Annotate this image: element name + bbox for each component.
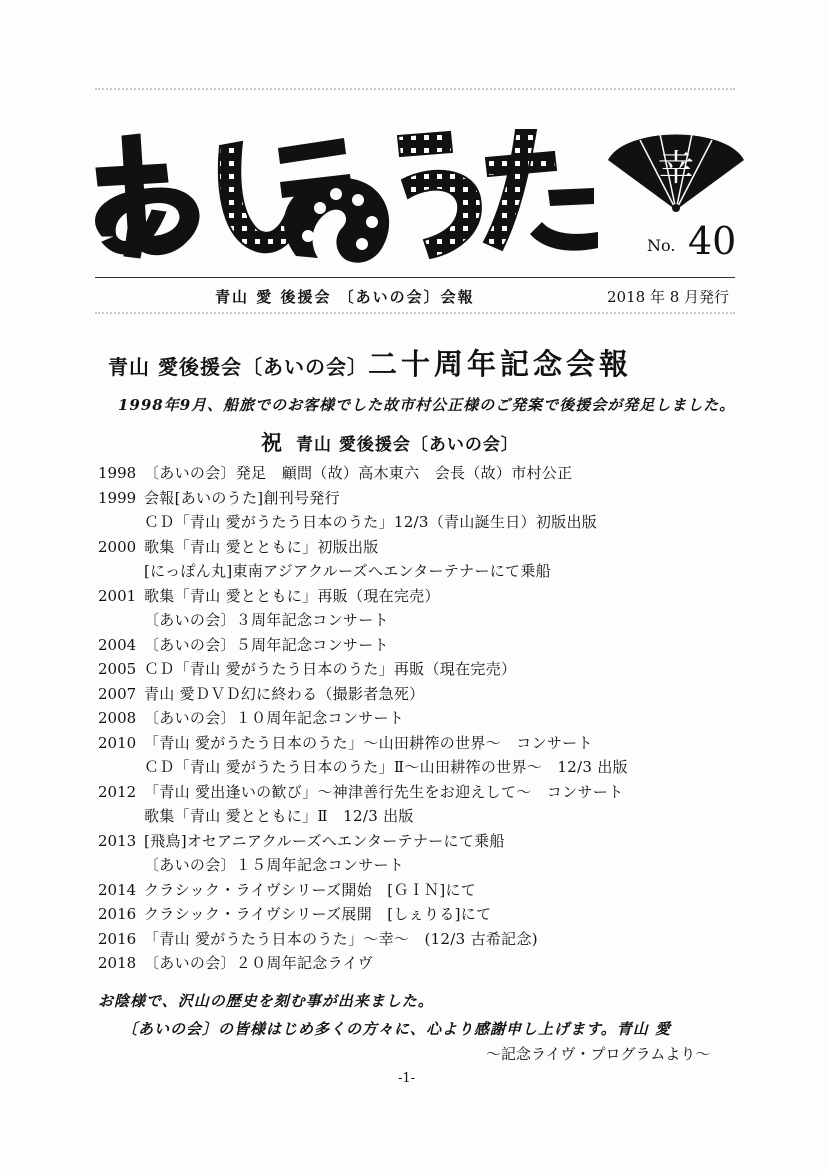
timeline-event: ＣＤ「青山 愛がうたう日本のうた」Ⅱ～山田耕筰の世界～ 12/3 出版	[144, 758, 628, 776]
timeline-event: 「青山 愛がうたう日本のうた」～山田耕筰の世界～ コンサート	[144, 733, 593, 752]
timeline-event: 〔あいの会〕１５周年記念コンサート	[144, 856, 405, 874]
timeline-year: 1999	[98, 488, 137, 507]
timeline-year: 2018	[98, 954, 137, 972]
timeline-event: [飛鳥]オセアニアクルーズへエンターテナーにて乗船	[144, 831, 505, 850]
issue-number-label: No.	[647, 236, 676, 255]
timeline-year: 2012	[98, 782, 137, 801]
headline-prefix: 青山 愛後援会〔あいの会〕	[108, 355, 368, 379]
timeline-event: [にっぽん丸]東南アジアクルーズへエンターテナーにて乗船	[144, 562, 551, 580]
timeline-event: 歌集「青山 愛とともに」初版出版	[144, 537, 379, 556]
timeline-year: 2004	[98, 635, 137, 654]
timeline-event: 〔あいの会〕２０周年記念ライヴ	[144, 954, 374, 972]
timeline-event: 〔あいの会〕発足 顧問（故）高木東六 会長（故）市村公正	[144, 464, 573, 482]
timeline-year: 2000	[98, 537, 137, 556]
fan-character: 幸	[657, 148, 695, 189]
timeline-year: 2010	[98, 733, 137, 752]
founding-note: 1998年9月、船旅でのお客様でした故市村公正様のご発案で後援会が発足しました。	[118, 396, 736, 414]
organization-title: 青山 愛 後援会 〔あいの会〕会報	[215, 288, 475, 306]
timeline-year: 2001	[98, 586, 137, 605]
celebration-heading	[261, 427, 519, 457]
page-number: -1-	[398, 1071, 416, 1086]
issue-number: 40	[688, 219, 737, 263]
masthead-logo	[82, 118, 602, 268]
closing-line-1: お陰様で、沢山の歴史を刻む事が出来ました。	[98, 992, 434, 1010]
timeline-year: 2005	[98, 660, 137, 678]
timeline-event: 〔あいの会〕１０周年記念コンサート	[144, 709, 405, 727]
timeline-event: 〔あいの会〕５周年記念コンサート	[144, 635, 389, 654]
timeline-event: 「青山 愛がうたう日本のうた」～幸～ (12/3 古希記念)	[144, 929, 538, 948]
timeline-event: 青山 愛ＤＶＤ幻に終わる（撮影者急死）	[144, 684, 425, 703]
timeline-event: 会報[あいのうた]創刊号発行	[144, 488, 340, 507]
timeline-event: クラシック・ライヴシリーズ開始 [ＧＩＮ]にて	[144, 880, 477, 899]
top-dotted-border	[95, 88, 735, 90]
headline-main: 二十周年記念会報	[367, 347, 632, 381]
fan-emblem-icon	[606, 118, 746, 218]
headline	[108, 342, 632, 383]
timeline-event: 〔あいの会〕３周年記念コンサート	[144, 611, 389, 629]
closing-source: ～記念ライヴ・プログラムより～	[486, 1045, 711, 1063]
bottom-dotted-border	[95, 312, 735, 314]
celebration-mark: 祝	[261, 430, 282, 455]
timeline-event: ＣＤ「青山 愛がうたう日本のうた」再販（現在完売）	[144, 660, 517, 678]
timeline-year: 2007	[98, 684, 137, 703]
timeline-year: 2016	[98, 929, 137, 948]
timeline-event: 歌集「青山 愛とともに」再販（現在完売）	[144, 586, 440, 605]
timeline-event: クラシック・ライヴシリーズ展開 [しぇりる]にて	[144, 905, 492, 923]
timeline-event: 「青山 愛出逢いの歓び」～神津善行先生をお迎えして～ コンサート	[144, 782, 624, 801]
issue-date: 2018 年 8 月発行	[607, 288, 730, 306]
timeline-event: ＣＤ「青山 愛がうたう日本のうた」12/3（青山誕生日）初版出版	[144, 513, 598, 531]
header-rule	[95, 277, 735, 278]
timeline-event: 歌集「青山 愛とともに」Ⅱ 12/3 出版	[144, 807, 414, 825]
celebration-group: 青山 愛後援会〔あいの会〕	[296, 435, 519, 455]
timeline-year: 2008	[98, 709, 137, 727]
timeline-year: 1998	[98, 464, 137, 482]
timeline-year: 2014	[98, 880, 137, 899]
timeline-year: 2013	[98, 831, 137, 850]
svg-text:あいのうた: あいのうた	[82, 118, 87, 119]
closing-line-2: 〔あいの会〕の皆様はじめ多くの方々に、心より感謝申し上げます。青山 愛	[122, 1020, 672, 1038]
timeline-year: 2016	[98, 905, 137, 923]
